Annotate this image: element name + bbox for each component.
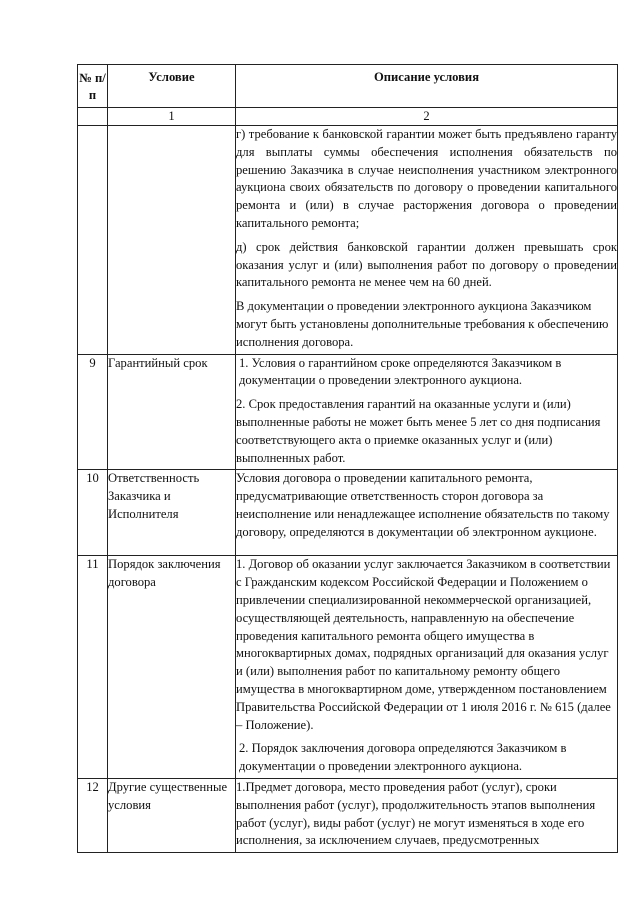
row-number: 9 (78, 354, 108, 470)
column-index-row (78, 108, 618, 126)
index-cell-2: 2 (236, 108, 618, 126)
description-paragraph: 2. Срок предоставления гарантий на оказанные услуги и (или) выполненные работы не может быть менее 5 лет со дня подписания соответствующего акта о приемке оказанных услуг и (или) выполненных работ. (236, 397, 601, 465)
row-condition (108, 126, 236, 355)
table-row (78, 778, 618, 852)
row-description (236, 126, 618, 355)
conditions-table (77, 64, 618, 853)
row-condition: Порядок заключения договора (108, 556, 236, 779)
header-description: Описание условия (236, 65, 618, 108)
header-condition: Условие (108, 65, 236, 108)
row-number (78, 126, 108, 355)
table-row (78, 556, 618, 779)
row-condition: Другие существенные условия (108, 778, 236, 852)
row-number: 12 (78, 778, 108, 852)
table-row (78, 470, 618, 556)
table-header-row (78, 65, 618, 108)
header-number: № п/п (78, 65, 108, 108)
description-paragraph: 1. Договор об оказании услуг заключается Заказчиком в соответствии с Гражданским кодексом Российской Федерации и Положением о привлечении специализированной некоммерческой организацией, осуществляющей деятельность, направленную на обеспечение проведения капитального ремонта общего имущества в многоквартирных домах, подрядных организаций для оказания услуг и (или) выполнения работ по капитальному ремонту общего имущества в многоквартирном доме, утвержденном постановлением Правительства Российской Федерации от 1 июля 2016 г. № 615 (далее – Положение). (236, 557, 611, 732)
index-cell-empty (78, 108, 108, 126)
description-paragraph: д) срок действия банковской гарантии должен превышать срок оказания услуг и (или) выполнения работ по договору о проведении капитального ремонта не менее чем на 60 дней. (236, 239, 617, 290)
description-paragraph: В документации о проведении электронного аукциона Заказчиком могут быть установлены дополнительные требования к обеспечению исполнения договора. (236, 299, 609, 349)
description-paragraph: г) требование к банковской гарантии может быть предъявлено гаранту для выплаты суммы обеспечения исполнения обязательств по решению Заказчика в случае неисполнения участником электронного аукциона своих обязательств по договору о проведении капитального ремонта и (или) в случае расторжения договора о проведении капитального ремонта; (236, 127, 617, 230)
description-paragraph: Условия договора о проведении капитального ремонта, предусматривающие ответственность сторон договора за неисполнение или ненадлежащее исполнение обязательств по такому договору, определяются в документации об электронном аукционе. (236, 471, 610, 539)
index-cell-1: 1 (108, 108, 236, 126)
table-row (78, 354, 618, 470)
table-row (78, 126, 618, 355)
row-number: 10 (78, 470, 108, 556)
row-description (236, 778, 618, 852)
description-paragraph: 1. Условия о гарантийном сроке определяются Заказчиком в документации о проведении электронного аукциона. (239, 355, 562, 388)
row-condition: Гарантийный срок (108, 354, 236, 470)
row-description (236, 470, 618, 556)
description-paragraph: 2. Порядок заключения договора определяются Заказчиком в документации о проведении электронного аукциона. (239, 741, 567, 774)
description-paragraph: 1.Предмет договора, место проведения работ (услуг), сроки выполнения работ (услуг), продолжительность этапов выполнения работ (услуг), виды работ (услуг) не могут изменяться в ходе его исполнения, за исключением случаев, предусмотренных (236, 779, 596, 848)
row-description (236, 556, 618, 779)
row-number: 11 (78, 556, 108, 779)
row-description (236, 354, 618, 470)
row-condition: Ответственность Заказчика и Исполнителя (108, 470, 236, 556)
